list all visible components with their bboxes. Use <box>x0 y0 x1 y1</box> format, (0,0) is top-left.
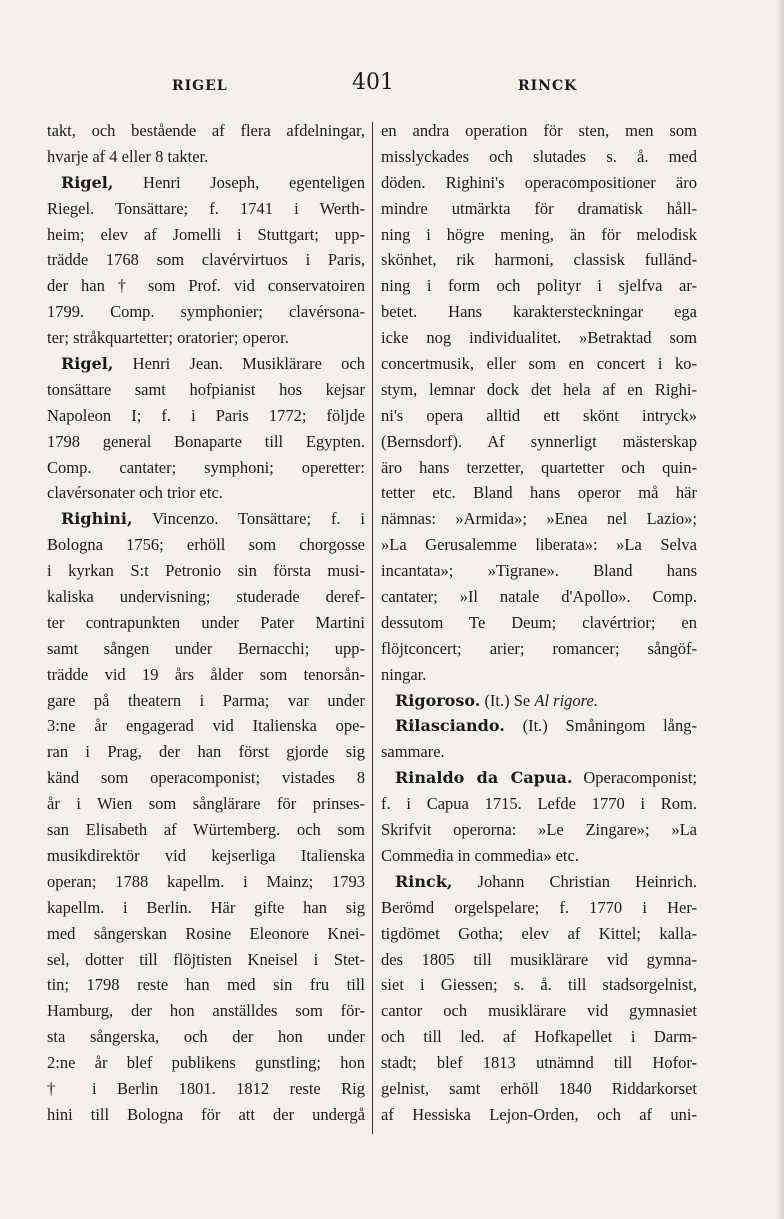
line-text: ran i Prag, der han först gjorde sig <box>47 742 365 762</box>
line-text: takt, och bestående af flera afdelningar, <box>47 121 365 140</box>
line-text: år i Wien som sånglärare för prinses- <box>47 794 365 814</box>
text-line <box>381 118 697 144</box>
text-line <box>381 247 697 273</box>
header-right-word: RINCK <box>518 78 578 94</box>
text-line <box>381 1024 697 1050</box>
text-line <box>47 455 365 481</box>
text-line <box>47 947 365 973</box>
entry-term: Rigel, <box>61 172 114 192</box>
text-line <box>381 299 697 325</box>
text-line <box>381 351 697 377</box>
line-text: Commedia in commedia» etc. <box>381 845 579 865</box>
line-text: Bologna 1756; erhöll som chorgosse <box>47 535 365 555</box>
line-text: misslyckades och slutades s. å. med <box>381 146 697 166</box>
line-text: gelnist, samt erhöll 1840 Riddarkorset <box>381 1078 697 1098</box>
text-line <box>47 636 365 662</box>
text-line <box>381 895 697 921</box>
text-line <box>381 480 697 506</box>
text-line <box>47 584 365 610</box>
line-text: skönhet, rik harmoni, classisk fulländ- <box>381 250 697 270</box>
line-text: Skrifvit operorna: »Le Zingare»; »La <box>381 820 697 840</box>
text-line <box>381 1102 697 1128</box>
line-text: samt sången under Bernacchi; upp- <box>47 638 365 658</box>
line-text: musikdirektör vid kejserliga Italienska <box>47 845 365 865</box>
line-text: icke nog individualitet. »Betraktad som <box>381 328 697 348</box>
text-line <box>381 403 697 429</box>
text-line <box>381 869 697 895</box>
line-text: 1799. Comp. symphonier; clavérsona- <box>47 302 365 322</box>
text-line <box>47 610 365 636</box>
left-text-column <box>47 118 365 1128</box>
line-text: betet. Hans karaktersteckningar ega <box>381 302 697 322</box>
line-text: ning i högre mening, än för melodisk <box>381 224 697 244</box>
line-text: ter contrapunkten under Pater Martini <box>47 612 365 632</box>
text-line <box>47 739 365 765</box>
line-text: och till led. af Hofkapellet i Darm- <box>381 1027 697 1047</box>
text-line <box>47 791 365 817</box>
line-text: hini till Bologna för att der undergå <box>47 1104 365 1124</box>
text-line <box>47 662 365 688</box>
text-line <box>381 921 697 947</box>
line-text: Vincenzo. Tonsättare; f. i <box>132 509 365 529</box>
line-text: flöjtconcert; arier; romancer; sångöf- <box>381 638 697 658</box>
text-line <box>381 688 697 714</box>
line-text: Berömd orgelspelare; f. 1770 i Her- <box>381 897 697 917</box>
line-text: (It.) Småningom lång- <box>504 716 697 736</box>
text-line <box>47 196 365 222</box>
line-text: (Bernsdorf). Af synnerligt mästerskap <box>381 431 697 451</box>
text-line <box>381 506 697 532</box>
text-line <box>47 377 365 403</box>
entry-term: Rigel, <box>61 354 114 374</box>
entry-term: Righini, <box>61 509 133 529</box>
entry-term: Rigoroso. <box>395 690 481 710</box>
line-text: hvarje af 4 eller 8 takter. <box>47 146 209 166</box>
text-line <box>381 222 697 248</box>
line-text: mindre utmärkta för dramatisk håll- <box>381 198 697 218</box>
text-line <box>47 998 365 1024</box>
line-text: döden. Righini's operacompositioner äro <box>381 172 697 192</box>
text-line <box>381 558 697 584</box>
line-text: trädde 1768 som clavérvirtuos i Paris, <box>47 250 365 270</box>
text-line <box>381 325 697 351</box>
line-text: f. i Capua 1715. Lefde 1770 i Rom. <box>381 794 697 814</box>
line-text: Napoleon I; f. i Paris 1772; följde <box>47 405 365 425</box>
line-text: en andra operation för sten, men som <box>381 121 697 140</box>
line-text: ning i form och polityr i sjelfva ar- <box>381 276 697 296</box>
line-text: sammare. <box>381 742 445 762</box>
line-text: 1798 general Bonaparte till Egypten. <box>47 431 365 451</box>
text-line <box>381 947 697 973</box>
line-text: incantata»; »Tigrane». Bland hans <box>381 561 697 581</box>
line-text: † i Berlin 1801. 1812 reste Rig <box>47 1078 365 1098</box>
line-text: stym, lemnar dock det hela af en Righi- <box>381 379 697 399</box>
page-edge-shadow <box>776 0 784 1219</box>
text-line <box>381 713 697 739</box>
line-text: Hamburg, der hon anställdes som för- <box>47 1001 365 1021</box>
text-line <box>381 584 697 610</box>
text-line <box>47 144 365 170</box>
line-text: cantater; »Il natale d'Apollo». Comp. <box>381 587 697 607</box>
line-text: ter; stråkquartetter; oratorier; operor. <box>47 328 289 348</box>
text-line <box>381 610 697 636</box>
text-line <box>47 247 365 273</box>
text-line <box>381 817 697 843</box>
line-text: 3:ne år engagerad vid Italienska ope- <box>47 716 365 736</box>
line-text: concertmusik, eller som en concert i ko- <box>381 354 697 374</box>
line-text: 2:ne år blef publikens gunstling; hon <box>47 1053 365 1073</box>
text-line <box>381 377 697 403</box>
text-line <box>47 351 365 377</box>
page-number: 401 <box>352 70 394 95</box>
text-line <box>381 170 697 196</box>
line-text: »La Gerusalemme liberata»: »La Selva <box>381 535 697 555</box>
text-line <box>47 480 365 506</box>
text-line <box>381 196 697 222</box>
text-line <box>381 455 697 481</box>
text-line <box>47 299 365 325</box>
line-text: gare på theatern i Parma; var under <box>47 690 365 710</box>
text-line <box>381 429 697 455</box>
text-line <box>381 636 697 662</box>
line-text: i kyrkan S:t Petronio sin första musi- <box>47 561 365 581</box>
text-line <box>47 817 365 843</box>
text-line <box>47 895 365 921</box>
text-line <box>381 1050 697 1076</box>
text-line <box>47 273 365 299</box>
line-text: stadt; blef 1813 utnämnd till Hofor- <box>381 1053 697 1073</box>
line-text: kaliska undervisning; studerade deref- <box>47 587 365 607</box>
line-text: äro hans terzetter, quartetter och quin- <box>381 457 697 477</box>
text-line <box>381 144 697 170</box>
line-text: tigdömet Gotha; elev af Kittel; kalla- <box>381 923 697 943</box>
text-line <box>381 662 697 688</box>
line-text: sel, dotter till flöjtisten Kneisel i Stet- <box>47 949 365 969</box>
line-text: Operacomponist; <box>572 768 698 788</box>
right-text-column <box>381 118 697 1128</box>
line-text: clavérsonater och trior etc. <box>47 483 223 503</box>
text-line <box>47 558 365 584</box>
text-line <box>47 429 365 455</box>
text-line <box>381 273 697 299</box>
text-line <box>381 791 697 817</box>
line-text: tonsättare samt hofpianist hos kejsar <box>47 379 365 399</box>
text-line <box>47 403 365 429</box>
text-line <box>47 713 365 739</box>
running-header <box>0 70 784 100</box>
text-line <box>47 921 365 947</box>
line-text: heim; elev af Jomelli i Stuttgart; upp- <box>47 224 365 244</box>
column-divider <box>372 122 373 1134</box>
line-text: med sångerskan Rosine Eleonore Knei- <box>47 923 365 943</box>
text-line <box>381 765 697 791</box>
line-text: af Hessiska Lejon-Orden, och af uni- <box>381 1104 697 1124</box>
text-line <box>381 843 697 869</box>
line-text: der han † som Prof. vid conservatoiren <box>47 276 365 296</box>
italic-reference: Al rigore. <box>534 690 598 710</box>
entry-term: Rinaldo da Capua. <box>395 768 573 788</box>
entry-term: Rilasciando. <box>395 716 505 736</box>
entry-term: Rinck, <box>395 871 453 891</box>
line-text: känd som operacomponist; vistades 8 <box>47 768 365 788</box>
text-line <box>47 869 365 895</box>
text-line <box>47 170 365 196</box>
text-line <box>47 1102 365 1128</box>
line-text: Henri Jean. Musiklärare och <box>113 354 365 374</box>
line-text: des 1805 till musiklärare vid gymna- <box>381 949 697 969</box>
text-line <box>47 972 365 998</box>
line-text: san Elisabeth af Würtemberg. och som <box>47 820 365 840</box>
text-line <box>47 1050 365 1076</box>
text-line <box>47 1076 365 1102</box>
text-line <box>47 843 365 869</box>
text-line <box>47 325 365 351</box>
line-text: dessutom Te Deum; clavértrior; en <box>381 612 697 632</box>
line-text: tin; 1798 reste han med sin fru till <box>47 975 365 995</box>
text-line <box>381 1076 697 1102</box>
line-text: ni's opera alltid ett skönt intryck» <box>381 405 697 425</box>
line-text: (It.) Se <box>480 690 535 710</box>
text-line <box>381 532 697 558</box>
text-line <box>47 532 365 558</box>
line-text: sta sångerska, och der hon under <box>47 1027 365 1047</box>
line-text: trädde vid 19 års ålder som tenorsån- <box>47 664 365 684</box>
header-left-word: RIGEL <box>172 78 228 94</box>
line-text: siet i Giessen; s. å. till stadsorgelnist, <box>381 975 697 995</box>
text-line <box>47 765 365 791</box>
text-line <box>47 222 365 248</box>
line-text: Johann Christian Heinrich. <box>452 871 697 891</box>
line-text: Henri Joseph, egenteligen <box>113 172 365 192</box>
line-text: nämnas: »Armida»; »Enea nel Lazio»; <box>381 509 697 529</box>
line-text: tetter etc. Bland hans operor må här <box>381 483 697 503</box>
line-text: Riegel. Tonsättare; f. 1741 i Werth- <box>47 198 365 218</box>
text-line <box>381 972 697 998</box>
text-line <box>47 1024 365 1050</box>
text-line <box>47 506 365 532</box>
text-line <box>47 118 365 144</box>
text-line <box>381 739 697 765</box>
line-text: kapellm. i Berlin. Här gifte han sig <box>47 897 365 917</box>
line-text: operan; 1788 kapellm. i Mainz; 1793 <box>47 871 365 891</box>
line-text: ningar. <box>381 664 427 684</box>
text-line <box>47 688 365 714</box>
line-text: Comp. cantater; symphoni; operetter: <box>47 457 365 477</box>
line-text: cantor och musiklärare vid gymnasiet <box>381 1001 697 1021</box>
text-line <box>381 998 697 1024</box>
